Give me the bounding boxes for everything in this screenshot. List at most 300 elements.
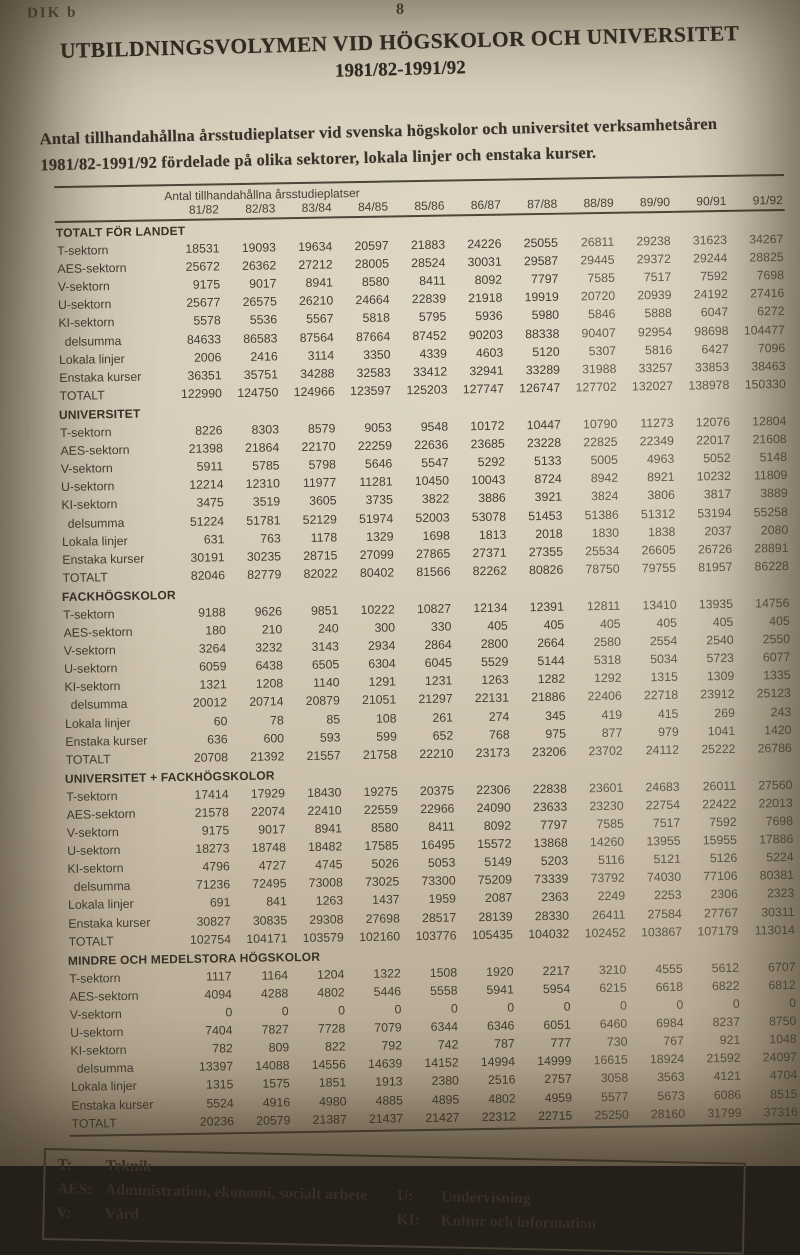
value-cell: 7797	[513, 815, 570, 834]
value-cell: 877	[568, 723, 625, 742]
value-cell: 27371	[452, 543, 509, 562]
value-cell: 3889	[733, 484, 790, 503]
value-cell: 22017	[676, 431, 733, 450]
value-cell: 132027	[618, 376, 675, 395]
value-cell: 27865	[396, 544, 453, 563]
value-cell: 742	[404, 1035, 461, 1054]
value-cell: 4288	[234, 984, 291, 1003]
legend-text: Kultur och information	[440, 1210, 596, 1237]
value-cell: 415	[624, 704, 681, 723]
value-cell: 20720	[561, 287, 618, 306]
value-cell: 2363	[514, 888, 571, 907]
row-label: delsumma	[66, 876, 176, 896]
value-cell: 3210	[572, 960, 629, 979]
value-cell: 8515	[743, 1084, 800, 1103]
section-title: UNIVERSITET + FACKHÖGSKOLOR	[64, 756, 795, 787]
value-cell: 6505	[285, 655, 342, 674]
value-cell: 126747	[506, 378, 563, 397]
value-cell: 92954	[618, 322, 675, 341]
row-label: V-sektorn	[62, 640, 172, 660]
value-cell: 73792	[570, 869, 627, 888]
value-cell: 1851	[292, 1073, 349, 1092]
value-cell: 0	[290, 1001, 347, 1020]
value-cell: 10827	[397, 599, 454, 618]
value-cell: 22715	[518, 1106, 575, 1125]
value-cell: 34288	[280, 364, 337, 383]
value-cell: 9626	[227, 602, 284, 621]
value-cell: 330	[397, 617, 454, 636]
value-cell: 31799	[687, 1103, 744, 1122]
value-cell: 5121	[626, 850, 683, 869]
value-cell: 405	[735, 612, 792, 631]
value-cell: 1291	[341, 672, 398, 691]
value-cell: 15572	[457, 834, 514, 853]
row-label: AES-sektorn	[64, 804, 174, 824]
value-cell: 25677	[166, 293, 223, 312]
year-column-header: 91/92	[728, 193, 785, 211]
value-cell: 21387	[292, 1110, 349, 1129]
value-cell: 3886	[451, 489, 508, 508]
value-cell: 22170	[281, 437, 338, 456]
value-cell: 6984	[629, 1014, 686, 1033]
value-cell: 8411	[400, 817, 457, 836]
value-cell: 210	[228, 620, 285, 639]
value-cell: 17886	[739, 830, 796, 849]
value-cell: 52129	[282, 510, 339, 529]
value-cell: 6344	[404, 1017, 461, 1036]
value-cell: 73008	[288, 873, 345, 892]
value-cell: 21864	[225, 438, 282, 457]
value-cell: 78	[229, 711, 286, 730]
value-cell: 7827	[234, 1020, 291, 1039]
value-cell: 24090	[456, 798, 513, 817]
legend-left-column	[56, 1154, 368, 1233]
value-cell: 21592	[686, 1049, 743, 1068]
value-cell: 5795	[392, 308, 449, 327]
value-cell: 11281	[338, 472, 395, 491]
value-cell: 8750	[742, 1012, 799, 1031]
value-cell: 80402	[340, 563, 397, 582]
value-cell: 4603	[449, 343, 506, 362]
value-cell: 7698	[729, 266, 786, 285]
row-label: KI-sektorn	[56, 312, 166, 332]
value-cell: 14756	[735, 594, 792, 613]
value-cell: 6215	[572, 978, 629, 997]
value-cell: 3824	[564, 487, 621, 506]
value-cell: 22349	[619, 432, 676, 451]
value-cell: 12804	[732, 412, 789, 431]
value-cell: 5798	[281, 455, 338, 474]
value-cell: 82022	[283, 564, 340, 583]
value-cell: 5026	[344, 854, 401, 873]
row-label: TOTALT	[66, 931, 176, 951]
row-label: T-sektorn	[55, 240, 165, 260]
value-cell: 79755	[622, 558, 679, 577]
value-cell: 5567	[279, 310, 336, 329]
year-column-header: 89/90	[615, 195, 672, 213]
value-cell: 127702	[562, 377, 619, 396]
value-cell: 11273	[619, 414, 676, 433]
value-cell: 4796	[175, 857, 232, 876]
value-cell: 5116	[570, 851, 627, 870]
value-cell: 269	[680, 703, 737, 722]
value-cell: 9053	[337, 418, 394, 437]
value-cell: 16615	[573, 1051, 630, 1070]
value-cell: 7404	[178, 1021, 235, 1040]
value-cell: 5120	[505, 342, 562, 361]
row-label: TOTALT	[70, 1112, 180, 1132]
title-line2: 1981/82-1991/92	[10, 49, 790, 92]
value-cell: 1231	[398, 672, 455, 691]
value-cell: 5307	[562, 341, 619, 360]
value-cell: 1315	[179, 1075, 236, 1094]
value-cell: 18273	[175, 839, 232, 858]
value-cell: 52003	[395, 508, 452, 527]
value-cell: 1698	[395, 526, 452, 545]
value-cell: 27416	[730, 284, 787, 303]
legend-right-column	[396, 1185, 597, 1237]
value-cell: 9017	[222, 274, 279, 293]
value-cell: 22636	[394, 435, 451, 454]
value-cell: 8580	[335, 272, 392, 291]
value-cell: 5980	[505, 306, 562, 325]
value-cell: 2664	[510, 634, 567, 653]
value-cell: 405	[453, 616, 510, 635]
value-cell: 80381	[739, 866, 796, 885]
value-cell: 2934	[341, 636, 398, 655]
value-cell: 1575	[235, 1074, 292, 1093]
value-cell: 1959	[401, 890, 458, 909]
value-cell: 419	[568, 705, 625, 724]
value-cell: 12310	[225, 474, 282, 493]
value-cell: 26210	[279, 292, 336, 311]
value-cell: 103776	[402, 926, 459, 945]
value-cell: 28524	[391, 253, 448, 272]
value-cell: 22825	[563, 433, 620, 452]
value-cell: 73025	[345, 873, 402, 892]
value-cell: 782	[178, 1039, 235, 1058]
row-label: Lokala linjer	[63, 712, 173, 732]
value-cell: 22074	[231, 802, 288, 821]
value-cell: 22131	[454, 689, 511, 708]
value-cell: 150330	[731, 374, 788, 393]
value-cell: 12391	[509, 597, 566, 616]
value-cell: 0	[403, 999, 460, 1018]
value-cell: 3806	[620, 486, 677, 505]
value-cell: 0	[572, 996, 629, 1015]
value-cell: 85	[286, 710, 343, 729]
row-label: TOTALT	[57, 385, 167, 405]
section-title: TOTALT FÖR LANDET	[55, 210, 786, 242]
value-cell: 77106	[683, 867, 740, 886]
value-cell: 123597	[337, 381, 394, 400]
value-cell: 14639	[348, 1054, 405, 1073]
value-cell: 22839	[391, 290, 448, 309]
value-cell: 21427	[405, 1108, 462, 1127]
value-cell: 29238	[616, 232, 673, 251]
legend-text: Teknik	[105, 1155, 151, 1180]
row-label: AES-sektorn	[61, 622, 171, 642]
value-cell: 5547	[394, 453, 451, 472]
value-cell: 25222	[681, 739, 738, 758]
value-cell: 33257	[618, 358, 675, 377]
value-cell: 6460	[573, 1014, 630, 1033]
value-cell: 0	[178, 1003, 235, 1022]
value-cell: 22559	[344, 800, 401, 819]
value-cell: 2554	[623, 632, 680, 651]
row-label: U-sektorn	[59, 476, 169, 496]
row-label: KI-sektorn	[59, 494, 169, 514]
value-cell: 29372	[616, 250, 673, 269]
value-cell: 104032	[515, 924, 572, 943]
value-cell: 107179	[684, 921, 741, 940]
value-cell: 5034	[623, 650, 680, 669]
year-column-header: 85/86	[390, 198, 447, 216]
row-label: Lokala linjer	[69, 1076, 179, 1096]
value-cell: 2217	[515, 961, 572, 980]
value-cell: 6051	[516, 1015, 573, 1034]
value-cell: 18531	[165, 239, 222, 258]
value-cell: 51781	[226, 511, 283, 530]
value-cell: 29587	[504, 252, 561, 271]
value-cell: 35751	[224, 365, 281, 384]
row-label: TOTALT	[63, 749, 173, 769]
value-cell: 5224	[739, 848, 796, 867]
value-cell: 104171	[233, 929, 290, 948]
subtitle-line1: Antal tillhandahållna årsstudieplatser vid svenska högskolor och universitet verksamhetsåren	[40, 109, 774, 151]
value-cell: 730	[573, 1033, 630, 1052]
value-cell: 9175	[175, 821, 232, 840]
value-cell: 82779	[227, 565, 284, 584]
value-cell: 53078	[451, 507, 508, 526]
legend-text: Vård	[104, 1203, 139, 1228]
value-cell: 5005	[563, 451, 620, 470]
value-cell: 1420	[737, 720, 794, 739]
row-label: KI-sektorn	[65, 858, 175, 878]
value-cell: 4745	[288, 855, 345, 874]
value-cell: 23702	[568, 741, 625, 760]
value-cell: 1117	[177, 967, 234, 986]
value-cell: 4802	[461, 1089, 518, 1108]
value-cell: 7585	[569, 814, 626, 833]
year-header-spacer	[54, 203, 164, 222]
value-cell: 19093	[221, 238, 278, 257]
value-cell: 75209	[457, 871, 514, 890]
value-cell: 29445	[560, 251, 617, 270]
value-cell: 30031	[447, 253, 504, 272]
row-label: U-sektorn	[56, 294, 166, 314]
value-cell: 25055	[503, 234, 560, 253]
value-cell: 3817	[677, 485, 734, 504]
value-cell: 81566	[396, 562, 453, 581]
row-label: T-sektorn	[61, 604, 171, 624]
value-cell: 20597	[334, 236, 391, 255]
value-cell: 27584	[627, 904, 684, 923]
row-label: TOTALT	[60, 567, 170, 587]
value-cell: 16495	[401, 835, 458, 854]
value-cell: 22838	[512, 779, 569, 798]
value-cell: 22966	[400, 799, 457, 818]
legend-abbr: V:	[56, 1202, 104, 1227]
value-cell: 27560	[738, 775, 795, 794]
value-cell: 21758	[343, 745, 400, 764]
value-cell: 0	[685, 995, 742, 1014]
value-cell: 4727	[232, 856, 289, 875]
value-cell: 5052	[676, 449, 733, 468]
value-cell: 20708	[173, 748, 230, 767]
value-cell: 1140	[285, 673, 342, 692]
value-cell: 636	[173, 730, 230, 749]
value-cell: 9175	[166, 275, 223, 294]
value-cell: 5578	[166, 311, 223, 330]
value-cell: 691	[176, 893, 233, 912]
value-cell: 27698	[345, 909, 402, 928]
value-cell: 4704	[743, 1066, 800, 1085]
value-cell: 103867	[628, 922, 685, 941]
value-cell: 1041	[681, 721, 738, 740]
value-cell: 841	[232, 892, 289, 911]
value-cell: 1292	[567, 669, 624, 688]
value-cell: 51312	[621, 504, 678, 523]
value-cell: 87564	[279, 328, 336, 347]
value-cell: 0	[234, 1002, 291, 1021]
value-cell: 4959	[517, 1088, 574, 1107]
value-cell: 25123	[736, 684, 793, 703]
value-cell: 8921	[620, 468, 677, 487]
row-label: Lokala linjer	[57, 349, 167, 369]
value-cell: 5911	[169, 457, 226, 476]
value-cell: 25672	[165, 257, 222, 276]
value-cell: 22406	[567, 687, 624, 706]
value-cell: 14556	[291, 1055, 348, 1074]
row-label: Lokala linjer	[60, 531, 170, 551]
value-cell: 5846	[561, 305, 618, 324]
value-cell: 32583	[336, 363, 393, 382]
value-cell: 5529	[454, 653, 511, 672]
value-cell: 17414	[174, 785, 231, 804]
row-label: U-sektorn	[65, 840, 175, 860]
value-cell: 763	[226, 529, 283, 548]
value-cell: 88338	[505, 324, 562, 343]
value-cell: 1838	[621, 522, 678, 541]
value-cell: 1282	[511, 670, 568, 689]
year-column-header: 88/89	[559, 195, 616, 213]
value-cell: 1048	[742, 1030, 799, 1049]
value-cell: 122990	[167, 384, 224, 403]
value-cell: 5149	[457, 853, 514, 872]
value-cell: 6427	[674, 339, 731, 358]
value-cell: 51453	[508, 506, 565, 525]
value-cell: 631	[170, 530, 227, 549]
value-cell: 6077	[736, 648, 793, 667]
value-cell: 21578	[174, 803, 231, 822]
data-table	[54, 193, 800, 1133]
value-cell: 979	[624, 722, 681, 741]
value-cell: 274	[455, 707, 512, 726]
value-cell: 2416	[223, 347, 280, 366]
value-cell: 5936	[448, 307, 505, 326]
value-cell: 3114	[280, 346, 337, 365]
value-cell: 4916	[236, 1092, 293, 1111]
row-label: Enstaka kurser	[63, 731, 173, 751]
value-cell: 1208	[229, 674, 286, 693]
value-cell: 20012	[173, 693, 230, 712]
value-cell: 27767	[684, 903, 741, 922]
value-cell: 5888	[617, 304, 674, 323]
value-cell: 6059	[172, 657, 229, 676]
value-cell: 7517	[626, 814, 683, 833]
value-cell: 2018	[508, 524, 565, 543]
table-body	[55, 210, 800, 1133]
value-cell: 3232	[228, 638, 285, 657]
value-cell: 21437	[349, 1109, 406, 1128]
value-cell: 1335	[736, 666, 793, 685]
value-cell: 23912	[680, 685, 737, 704]
row-label: delsumma	[63, 694, 173, 714]
value-cell: 6047	[674, 303, 731, 322]
value-cell: 20236	[179, 1111, 236, 1130]
row-label: V-sektorn	[56, 276, 166, 296]
value-cell: 28005	[334, 254, 391, 273]
value-cell: 71236	[176, 875, 233, 894]
value-cell: 2516	[461, 1071, 518, 1090]
value-cell: 11809	[733, 466, 790, 485]
value-cell: 8724	[507, 470, 564, 489]
document-title	[9, 20, 790, 92]
page-number: 8	[0, 2, 800, 18]
value-cell: 13868	[513, 834, 570, 853]
value-cell: 55258	[733, 502, 790, 521]
value-cell: 10450	[394, 472, 451, 491]
value-cell: 17929	[230, 784, 287, 803]
value-cell: 28330	[514, 906, 571, 925]
value-cell: 975	[511, 724, 568, 743]
value-cell: 2249	[571, 887, 628, 906]
value-cell: 1178	[283, 528, 340, 547]
value-cell: 22754	[625, 795, 682, 814]
value-cell: 600	[230, 729, 287, 748]
value-cell: 4895	[405, 1090, 462, 1109]
value-cell: 14999	[517, 1052, 574, 1071]
value-cell: 8942	[564, 469, 621, 488]
row-label: delsumma	[57, 331, 167, 351]
value-cell: 138978	[675, 375, 732, 394]
value-cell: 23601	[569, 778, 626, 797]
value-cell: 8411	[391, 272, 448, 291]
value-cell: 3350	[336, 345, 393, 364]
value-cell: 5577	[574, 1087, 631, 1106]
value-cell: 2006	[167, 348, 224, 367]
value-cell: 1164	[233, 966, 290, 985]
value-cell: 25250	[574, 1105, 631, 1124]
value-cell: 9548	[394, 417, 451, 436]
value-cell: 2580	[566, 633, 623, 652]
value-cell: 51224	[170, 511, 227, 530]
value-cell: 24226	[447, 234, 504, 253]
value-cell: 7592	[673, 267, 730, 286]
value-cell: 23228	[507, 434, 564, 453]
value-cell: 22306	[456, 780, 513, 799]
value-cell: 4963	[620, 450, 677, 469]
value-cell: 33853	[675, 357, 732, 376]
value-cell: 87664	[336, 327, 393, 346]
row-label: T-sektorn	[58, 422, 168, 442]
value-cell: 20879	[285, 692, 342, 711]
value-cell: 3563	[630, 1068, 687, 1087]
value-cell: 32941	[449, 361, 506, 380]
value-cell: 26411	[571, 905, 628, 924]
value-cell: 0	[629, 995, 686, 1014]
